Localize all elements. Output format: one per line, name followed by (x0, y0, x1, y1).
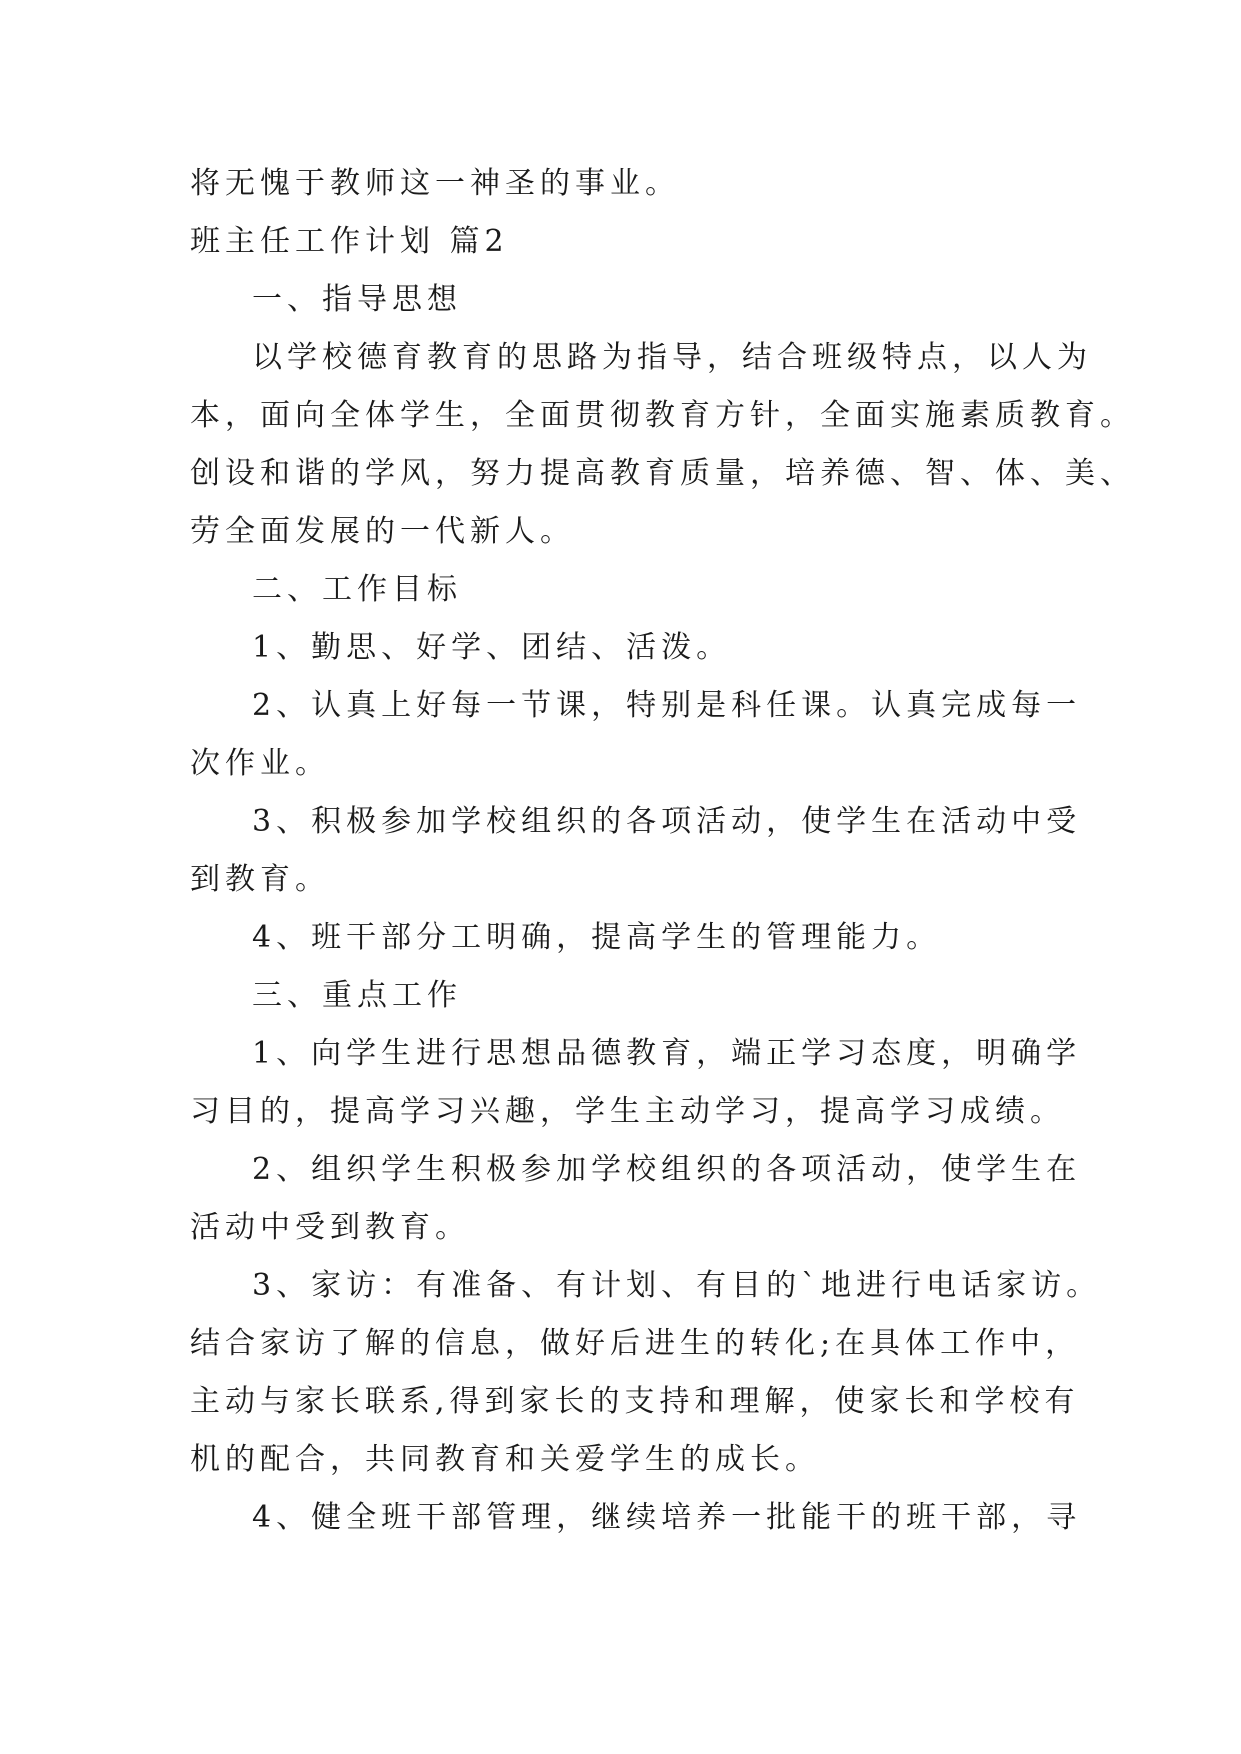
list-item: 3、积极参加学校组织的各项活动，使学生在活动中受 (252, 804, 1082, 839)
list-item: 4、健全班干部管理，继续培养一批能干的班干部，寻 (252, 1500, 1082, 1535)
list-item: 1、向学生进行思想品德教育，端正学习态度，明确学 (252, 1036, 1082, 1071)
list-item-continuation: 到教育。 (190, 862, 330, 897)
paragraph-line: 以学校德育教育的思路为指导，结合班级特点，以人为 (252, 340, 1092, 375)
paragraph-line: 创设和谐的学风，努力提高教育质量，培养德、智、体、美、 (190, 456, 1135, 491)
heading-guiding-ideology: 一、指导思想 (252, 282, 462, 317)
list-item: 2、认真上好每一节课，特别是科任课。认真完成每一 (252, 688, 1082, 723)
list-item: 3、家访：有准备、有计划、有目的`地进行电话家访。 (252, 1268, 1102, 1303)
heading-key-work: 三、重点工作 (252, 978, 462, 1013)
paragraph-line: 劳全面发展的一代新人。 (190, 514, 575, 549)
heading-work-goals: 二、工作目标 (252, 572, 462, 607)
list-item-continuation: 习目的，提高学习兴趣，学生主动学习，提高学习成绩。 (190, 1094, 1065, 1129)
list-item: 1、勤思、好学、团结、活泼。 (252, 630, 732, 665)
paragraph-line: 本，面向全体学生，全面贯彻教育方针，全面实施素质教育。 (190, 398, 1135, 433)
list-item-continuation: 结合家访了解的信息，做好后进生的转化;在具体工作中， (190, 1326, 1081, 1361)
list-item-continuation: 机的配合，共同教育和关爱学生的成长。 (190, 1442, 820, 1477)
list-item-continuation: 次作业。 (190, 746, 330, 781)
list-item-continuation: 主动与家长联系,得到家长的支持和理解，使家长和学校有 (190, 1384, 1080, 1419)
section-title: 班主任工作计划 篇2 (190, 224, 509, 259)
list-item: 2、组织学生积极参加学校组织的各项活动，使学生在 (252, 1152, 1082, 1187)
list-item-continuation: 活动中受到教育。 (190, 1210, 470, 1245)
list-item: 4、班干部分工明确，提高学生的管理能力。 (252, 920, 942, 955)
text-line: 将无愧于教师这一神圣的事业。 (190, 166, 680, 201)
